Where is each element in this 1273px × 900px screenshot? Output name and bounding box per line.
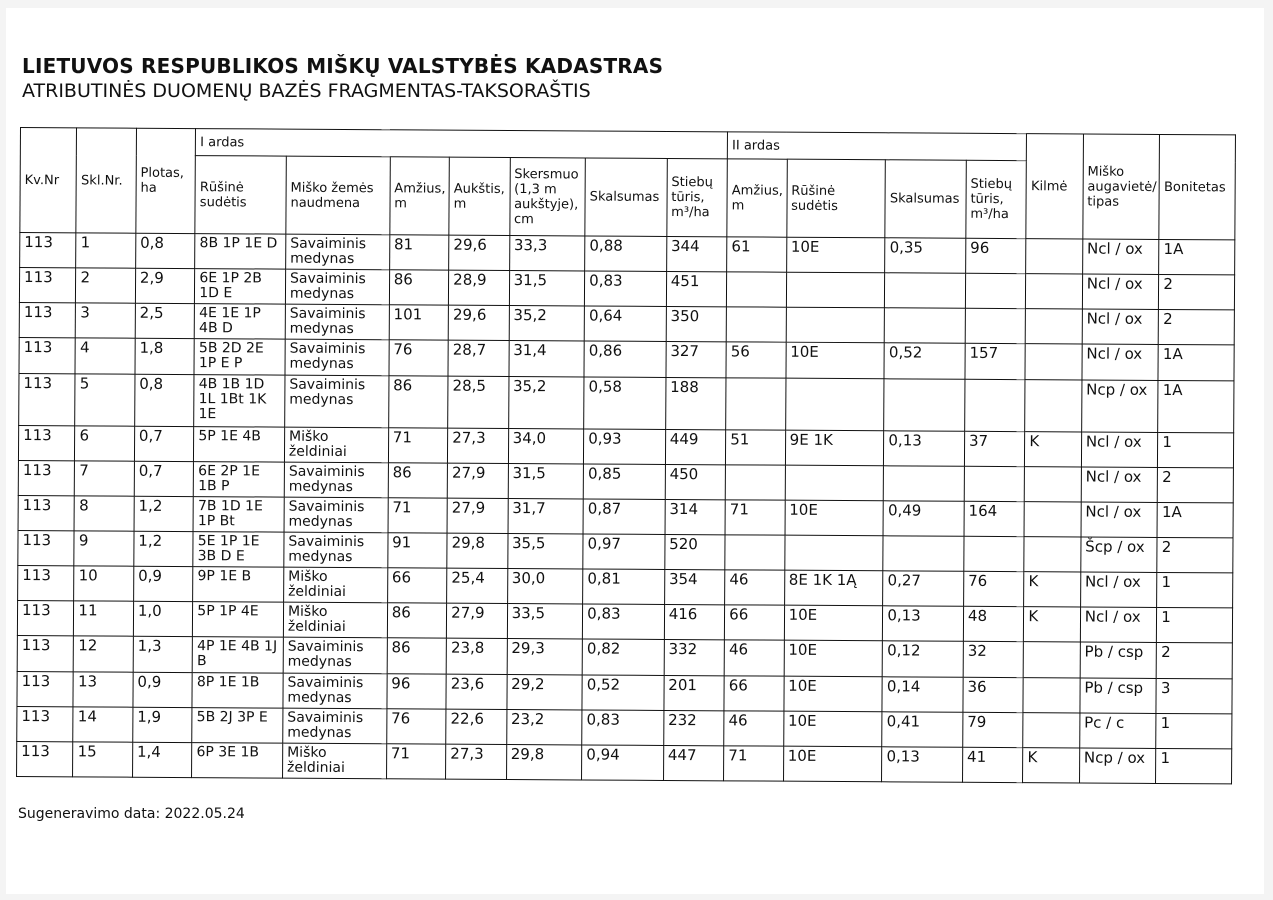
cell-amzius-ii: 71: [724, 746, 784, 782]
cell-augavietes-tipas: Ncl / ox: [1082, 309, 1159, 345]
cell-kv-nr: 113: [18, 495, 75, 530]
cell-kilme: [1025, 379, 1082, 432]
cell-skersmuo: 29,8: [506, 744, 582, 780]
cell-kilme: [1026, 274, 1083, 309]
cell-skl-nr: 6: [75, 426, 135, 461]
cell-skalsumas-ii: 0,14: [882, 676, 963, 712]
cell-stiebu-turis: 451: [666, 272, 727, 307]
cell-stiebu-turis-ii: [965, 379, 1026, 432]
cell-rusine-sudetis: 7B 1D 1E 1P Bt: [193, 497, 284, 533]
cell-rusine-sudetis: 6P 3E 1B: [192, 742, 283, 778]
cell-plotas: 0,9: [133, 672, 193, 707]
cell-kilme: [1025, 344, 1082, 379]
cell-plotas: 0,7: [134, 426, 194, 461]
cell-kilme: K: [1024, 572, 1081, 607]
cell-kv-nr: 113: [19, 338, 76, 373]
cell-amzius-ii: 51: [726, 430, 786, 465]
header-kilme: Kilmė: [1026, 134, 1083, 239]
cell-aukstis: 27,9: [447, 498, 508, 533]
cell-kilme: [1024, 642, 1081, 677]
cell-stiebu-turis-ii: 37: [964, 431, 1025, 466]
cell-rusine-sudetis-ii: [786, 272, 885, 308]
cell-misko-zemes-naudmena: Savaiminis medynas: [283, 638, 387, 674]
cell-bonitetas: 1A: [1158, 380, 1234, 433]
header-skersmuo: Skersmuo (1,3 m aukštyje), cm: [509, 157, 585, 235]
cell-bonitetas: 2: [1159, 275, 1235, 311]
cell-skalsumas-ii: 0,52: [884, 343, 965, 379]
cell-misko-zemes-naudmena: Savaiminis medynas: [286, 234, 390, 270]
cell-skalsumas-ii: 0,35: [885, 238, 966, 274]
header-aukstis: Aukštis, m: [449, 157, 510, 235]
cell-skersmuo: 31,4: [509, 341, 585, 377]
cell-augavietes-tipas: Ncl / ox: [1082, 274, 1159, 310]
cell-plotas: 0,8: [135, 374, 195, 427]
cell-skalsumas-ii: 0,27: [883, 571, 964, 607]
cell-amzius: 76: [386, 708, 446, 743]
cell-kv-nr: 113: [19, 268, 76, 303]
cell-plotas: 1,8: [135, 339, 195, 374]
cell-plotas: 1,0: [133, 602, 193, 637]
cell-kilme: [1024, 537, 1081, 572]
cell-aukstis: 27,3: [448, 428, 509, 463]
cell-kilme: [1025, 466, 1082, 501]
cell-stiebu-turis-ii: 157: [965, 344, 1026, 379]
cell-skl-nr: 8: [74, 496, 134, 531]
cell-kv-nr: 113: [19, 303, 76, 338]
cell-skl-nr: 13: [73, 671, 133, 706]
cell-stiebu-turis-ii: [965, 273, 1026, 308]
cell-augavietes-tipas: Ncl / ox: [1081, 467, 1158, 503]
cell-amzius: 86: [387, 638, 447, 673]
header-skl-nr: Skl.Nr.: [76, 128, 136, 233]
cell-amzius: 91: [388, 533, 448, 568]
cell-kv-nr: 113: [17, 671, 74, 706]
cell-rusine-sudetis-ii: 10E: [783, 746, 882, 782]
generation-date: Sugeneravimo data: 2022.05.24: [18, 806, 245, 822]
cell-kilme: [1026, 309, 1083, 344]
cell-amzius: 101: [389, 305, 449, 340]
cell-plotas: 2,9: [135, 268, 195, 303]
cell-stiebu-turis-ii: 48: [963, 607, 1024, 642]
cell-stiebu-turis: 450: [665, 464, 726, 499]
cell-misko-zemes-naudmena: Miško želdiniai: [284, 567, 388, 603]
cell-stiebu-turis: 314: [665, 499, 726, 534]
cell-amzius: 86: [388, 375, 448, 428]
cell-bonitetas: 2: [1156, 643, 1232, 679]
cell-amzius-ii: 61: [727, 237, 787, 272]
cell-amzius: 86: [388, 463, 448, 498]
header-i-ardas: I ardas: [196, 129, 728, 159]
cell-rusine-sudetis: 5B 2J 3P E: [192, 707, 283, 743]
cell-skalsumas: 0,88: [585, 236, 667, 272]
cell-kilme: [1026, 239, 1083, 274]
cell-skalsumas: 0,64: [584, 306, 666, 342]
cell-misko-zemes-naudmena: Savaiminis medynas: [284, 497, 388, 533]
cell-bonitetas: 1: [1157, 573, 1233, 609]
cell-augavietes-tipas: Ncp / ox: [1081, 379, 1158, 432]
cell-misko-zemes-naudmena: Savaiminis medynas: [284, 462, 388, 498]
cell-kv-nr: 113: [19, 373, 76, 426]
cell-stiebu-turis: 520: [665, 535, 726, 570]
cell-augavietes-tipas: Pb / csp: [1080, 642, 1157, 678]
cell-skersmuo: 30,0: [507, 569, 583, 605]
cell-kilme: [1024, 502, 1081, 537]
cell-rusine-sudetis-ii: 10E: [784, 676, 883, 712]
cell-amzius: 66: [387, 568, 447, 603]
cell-kv-nr: 113: [18, 425, 75, 460]
cell-skalsumas: 0,83: [585, 271, 667, 307]
header-amzius-ii: Amžius, m: [727, 159, 787, 237]
cell-plotas: 0,7: [134, 461, 194, 496]
cell-skl-nr: 12: [74, 636, 134, 671]
cell-skersmuo: 29,2: [507, 674, 583, 710]
cell-kilme: K: [1024, 607, 1081, 642]
cell-skalsumas: 0,93: [584, 429, 666, 465]
cell-skalsumas-ii: [885, 308, 966, 344]
cell-kilme: [1023, 712, 1080, 747]
cell-bonitetas: 2: [1158, 467, 1234, 503]
cell-augavietes-tipas: Ncl / ox: [1080, 607, 1157, 643]
cell-amzius: 71: [388, 498, 448, 533]
cell-plotas: 0,8: [135, 233, 195, 268]
cell-misko-zemes-naudmena: Savaiminis medynas: [283, 673, 387, 709]
cell-aukstis: 27,9: [447, 603, 508, 638]
cell-amzius: 81: [389, 235, 449, 270]
cell-amzius-ii: 71: [725, 500, 785, 535]
cell-skalsumas-ii: [884, 378, 965, 431]
cell-rusine-sudetis-ii: [785, 378, 884, 431]
cell-aukstis: 28,9: [449, 270, 510, 305]
cell-misko-zemes-naudmena: Savaiminis medynas: [285, 375, 389, 428]
cell-rusine-sudetis-ii: 10E: [786, 343, 885, 379]
cell-kv-nr: 113: [18, 531, 75, 566]
header-stiebu-turis-ii: Stiebų tūris, m³/ha: [966, 160, 1027, 238]
cell-aukstis: 23,6: [446, 674, 507, 709]
cell-rusine-sudetis-ii: [785, 465, 884, 501]
cell-skl-nr: 14: [73, 707, 133, 742]
cell-skalsumas: 0,83: [583, 604, 665, 640]
header-rusine-sudetis-ii: Rūšinė sudėtis: [786, 159, 885, 238]
cell-misko-zemes-naudmena: Miško želdiniai: [283, 602, 387, 638]
cell-kv-nr: 113: [17, 706, 74, 741]
cell-skl-nr: 9: [74, 531, 134, 566]
cell-amzius-ii: [727, 272, 787, 307]
cell-kilme: [1023, 677, 1080, 712]
cell-skalsumas-ii: 0,13: [882, 747, 963, 783]
cell-skalsumas-ii: [885, 273, 966, 309]
cell-augavietes-tipas: Ncl / ox: [1081, 432, 1158, 468]
cell-skl-nr: 1: [76, 233, 136, 268]
cell-stiebu-turis: 332: [664, 640, 725, 675]
cell-augavietes-tipas: Šcp / ox: [1081, 537, 1158, 573]
cell-rusine-sudetis: 5B 2D 2E 1P E P: [194, 339, 285, 375]
table-row: [17, 741, 1232, 784]
cell-bonitetas: 1: [1157, 608, 1233, 644]
cell-amzius-ii: 46: [725, 570, 785, 605]
cell-rusine-sudetis: 4E 1E 1P 4B D: [194, 304, 285, 340]
cell-bonitetas: 3: [1156, 678, 1232, 714]
cell-aukstis: 25,4: [447, 568, 508, 603]
cell-skl-nr: 15: [73, 742, 133, 778]
cell-aukstis: 27,3: [446, 744, 507, 780]
cell-rusine-sudetis: 5P 1P 4E: [193, 602, 284, 638]
cell-kv-nr: 113: [20, 233, 77, 268]
cell-skl-nr: 4: [75, 338, 135, 373]
cell-skalsumas: 0,94: [582, 745, 664, 781]
cell-rusine-sudetis-ii: [784, 535, 883, 571]
cell-plotas: 0,9: [133, 566, 193, 601]
cell-plotas: 2,5: [135, 303, 195, 338]
taksorastis-table: [16, 127, 1236, 784]
cell-skalsumas-ii: [883, 536, 964, 572]
cell-skalsumas: 0,81: [583, 569, 665, 605]
cell-amzius: 86: [389, 270, 449, 305]
cell-skl-nr: 3: [76, 303, 136, 338]
cell-aukstis: 28,5: [448, 376, 509, 429]
cell-bonitetas: 1: [1156, 713, 1232, 749]
cell-skalsumas: 0,82: [582, 639, 664, 675]
cell-skalsumas: 0,85: [583, 464, 665, 500]
cell-skersmuo: 23,2: [506, 709, 582, 745]
cell-skalsumas: 0,87: [583, 499, 665, 535]
cell-aukstis: 22,6: [446, 709, 507, 744]
cell-bonitetas: 2: [1157, 538, 1233, 574]
cell-misko-zemes-naudmena: Savaiminis medynas: [284, 532, 388, 568]
cell-amzius-ii: [725, 465, 785, 500]
cell-skersmuo: 29,3: [507, 639, 583, 675]
header-amzius: Amžius, m: [390, 157, 450, 235]
cell-rusine-sudetis: 8P 1E 1B: [192, 672, 283, 708]
cell-kv-nr: 113: [17, 636, 74, 671]
cell-skersmuo: 34,0: [508, 428, 584, 464]
cell-amzius: 76: [389, 340, 449, 375]
cell-skalsumas-ii: 0,12: [882, 641, 963, 677]
cell-skersmuo: 31,5: [508, 463, 584, 499]
header-rusine-sudetis: Rūšinė sudėtis: [195, 156, 286, 235]
cell-skalsumas-ii: 0,41: [882, 711, 963, 747]
cell-rusine-sudetis: 5P 1E 4B: [194, 426, 285, 462]
cell-augavietes-tipas: Ncl / ox: [1081, 502, 1158, 538]
cell-skalsumas: 0,97: [583, 534, 665, 570]
cell-amzius-ii: 66: [724, 675, 784, 710]
cell-augavietes-tipas: Pb / csp: [1080, 678, 1157, 714]
cell-rusine-sudetis-ii: 10E: [784, 641, 883, 677]
cell-misko-zemes-naudmena: Miško želdiniai: [284, 427, 388, 463]
cell-misko-zemes-naudmena: Savaiminis medynas: [285, 304, 389, 340]
cell-aukstis: 29,8: [447, 533, 508, 568]
cell-amzius-ii: 46: [724, 710, 784, 745]
cell-stiebu-turis: 447: [663, 745, 724, 781]
cell-stiebu-turis-ii: 79: [963, 712, 1024, 747]
cell-plotas: 1,2: [134, 531, 194, 566]
cell-stiebu-turis: 327: [666, 342, 727, 377]
cell-stiebu-turis-ii: [965, 309, 1026, 344]
cell-stiebu-turis-ii: 96: [966, 238, 1027, 273]
header-misko-zemes-naudmena: Miško žemės naudmena: [286, 156, 390, 235]
cell-skalsumas-ii: 0,13: [883, 606, 964, 642]
cell-skalsumas: 0,58: [584, 376, 666, 429]
cell-amzius: 86: [387, 603, 447, 638]
cell-skalsumas-ii: 0,13: [884, 430, 965, 466]
table-row: [19, 373, 1234, 433]
cell-kv-nr: 113: [18, 460, 75, 495]
cell-kv-nr: 113: [17, 601, 74, 636]
cell-stiebu-turis-ii: 76: [963, 571, 1024, 606]
header-bonitetas: Bonitetas: [1159, 134, 1235, 239]
cell-stiebu-turis-ii: [964, 536, 1025, 571]
cell-skersmuo: 35,2: [508, 376, 584, 429]
cell-kv-nr: 113: [18, 566, 75, 601]
cell-rusine-sudetis: 4P 1E 4B 1J B: [192, 637, 283, 673]
cell-bonitetas: 1A: [1158, 345, 1234, 381]
cell-rusine-sudetis: 8B 1P 1E D: [195, 234, 286, 270]
cell-skl-nr: 11: [74, 601, 134, 636]
cell-aukstis: 27,9: [447, 463, 508, 498]
cell-misko-zemes-naudmena: Savaiminis medynas: [283, 708, 387, 744]
cell-skl-nr: 7: [75, 461, 135, 496]
cell-plotas: 1,9: [133, 707, 193, 742]
cell-plotas: 1,2: [134, 496, 194, 531]
cell-skalsumas: 0,83: [582, 710, 664, 746]
cell-stiebu-turis-ii: 164: [964, 501, 1025, 536]
cell-augavietes-tipas: Ncl / ox: [1082, 239, 1159, 275]
cell-amzius-ii: [725, 535, 785, 570]
cell-skersmuo: 33,3: [509, 235, 585, 271]
cell-stiebu-turis: 232: [663, 710, 724, 745]
cell-misko-zemes-naudmena: Savaiminis medynas: [285, 339, 389, 375]
cell-kilme: K: [1023, 747, 1080, 783]
cell-skersmuo: 35,5: [507, 534, 583, 570]
cell-skl-nr: 10: [74, 566, 134, 601]
cell-skalsumas: 0,86: [584, 341, 666, 377]
cell-augavietes-tipas: Pc / c: [1079, 713, 1156, 749]
cell-bonitetas: 1A: [1159, 239, 1235, 275]
cell-amzius-ii: 66: [725, 605, 785, 640]
cell-skersmuo: 31,5: [509, 271, 585, 307]
cell-rusine-sudetis-ii: [786, 307, 885, 343]
cell-rusine-sudetis-ii: 10E: [785, 500, 884, 536]
header-plotas: Plotas, ha: [136, 128, 196, 233]
cell-amzius: 96: [387, 673, 447, 708]
cell-stiebu-turis-ii: 32: [963, 642, 1024, 677]
cell-amzius-ii: [726, 377, 786, 430]
header-augavietes-tipas: Miško augavietė/ tipas: [1083, 134, 1160, 239]
cell-aukstis: 29,6: [448, 305, 509, 340]
cell-rusine-sudetis-ii: 10E: [784, 605, 883, 641]
cell-rusine-sudetis-ii: 8E 1K 1Ą: [784, 570, 883, 606]
cell-amzius-ii: 56: [726, 342, 786, 377]
cell-aukstis: 23,8: [446, 639, 507, 674]
cell-skalsumas-ii: 0,49: [883, 501, 964, 537]
cell-bonitetas: 1: [1156, 748, 1232, 784]
cell-stiebu-turis: 354: [664, 570, 725, 605]
cell-augavietes-tipas: Ncp / ox: [1079, 748, 1156, 784]
cell-rusine-sudetis-ii: 10E: [783, 711, 882, 747]
cell-stiebu-turis: 416: [664, 605, 725, 640]
document-title: LIETUVOS RESPUBLIKOS MIŠKŲ VALSTYBĖS KADASTRAS: [22, 54, 664, 78]
cell-bonitetas: 2: [1159, 310, 1235, 346]
cell-amzius: 71: [386, 744, 446, 780]
cell-misko-zemes-naudmena: Miško želdiniai: [282, 743, 386, 779]
cell-skersmuo: 31,7: [508, 498, 584, 534]
cell-aukstis: 28,7: [448, 340, 509, 375]
cell-augavietes-tipas: Ncl / ox: [1082, 344, 1159, 380]
cell-stiebu-turis: 188: [665, 377, 726, 430]
cell-skersmuo: 33,5: [507, 604, 583, 640]
cell-stiebu-turis-ii: 41: [962, 747, 1023, 783]
cell-plotas: 1,4: [132, 742, 192, 778]
cell-kilme: K: [1025, 431, 1082, 466]
cell-kv-nr: 113: [17, 741, 74, 777]
cell-stiebu-turis: 350: [666, 307, 727, 342]
cell-skalsumas-ii: [884, 466, 965, 502]
cell-rusine-sudetis-ii: 9E 1K: [785, 430, 884, 466]
cell-skl-nr: 2: [76, 268, 136, 303]
header-skalsumas-ii: Skalsumas: [885, 160, 966, 238]
header-skalsumas: Skalsumas: [585, 158, 667, 236]
cell-misko-zemes-naudmena: Savaiminis medynas: [285, 269, 389, 305]
document-subtitle: ATRIBUTINĖS DUOMENŲ BAZĖS FRAGMENTAS-TAKSORAŠTIS: [22, 80, 591, 102]
cell-augavietes-tipas: Ncl / ox: [1080, 572, 1157, 608]
cell-rusine-sudetis: 6E 2P 1E 1B P: [194, 461, 285, 497]
cell-stiebu-turis-ii: [964, 466, 1025, 501]
cell-skl-nr: 5: [75, 373, 135, 426]
cell-skalsumas: 0,52: [582, 675, 664, 711]
cell-rusine-sudetis: 5E 1P 1E 3B D E: [193, 532, 284, 568]
cell-bonitetas: 1A: [1157, 502, 1233, 538]
cell-bonitetas: 1: [1158, 432, 1234, 468]
cell-rusine-sudetis-ii: 10E: [786, 237, 885, 273]
cell-rusine-sudetis: 4B 1B 1D 1L 1Bt 1K 1E: [194, 374, 285, 427]
cell-amzius: 71: [388, 427, 448, 462]
cell-rusine-sudetis: 9P 1E B: [193, 567, 284, 603]
header-ii-ardas: II ardas: [727, 132, 1026, 161]
header-stiebu-turis: Stiebų tūris, m³/ha: [667, 158, 728, 236]
header-kv-nr: Kv.Nr: [20, 128, 77, 233]
cell-plotas: 1,3: [133, 637, 193, 672]
cell-stiebu-turis: 344: [666, 236, 727, 271]
cell-amzius-ii: 46: [724, 640, 784, 675]
cell-stiebu-turis-ii: 36: [963, 677, 1024, 712]
cell-stiebu-turis: 449: [665, 429, 726, 464]
cell-rusine-sudetis: 6E 1P 2B 1D E: [195, 269, 286, 305]
cell-stiebu-turis: 201: [664, 675, 725, 710]
cell-amzius-ii: [726, 307, 786, 342]
cell-aukstis: 29,6: [449, 235, 510, 270]
cell-skersmuo: 35,2: [509, 306, 585, 342]
